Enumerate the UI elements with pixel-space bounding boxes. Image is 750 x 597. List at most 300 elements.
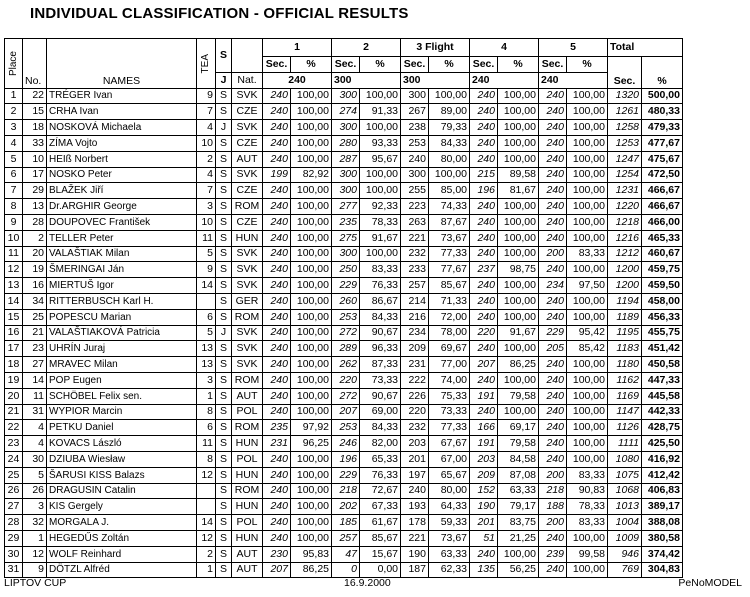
cell-total-sec: 1162	[608, 372, 642, 388]
cell-r4-pct: 100,00	[498, 404, 539, 420]
cell-r2-pct: 15,67	[360, 546, 401, 562]
cell-r4-pct: 91,67	[498, 325, 539, 341]
cell-r4-pct: 79,17	[498, 499, 539, 515]
cell-r1-pct: 100,00	[291, 341, 332, 357]
cell-r4-pct: 98,75	[498, 262, 539, 278]
cell-r1-sec: 240	[263, 357, 291, 373]
cell-nation: HUN	[232, 499, 263, 515]
table-row	[5, 546, 683, 562]
cell-r5-pct: 100,00	[567, 88, 608, 104]
cell-r5-pct: 100,00	[567, 530, 608, 546]
cell-r5-sec: 240	[539, 451, 567, 467]
cell-r4-sec: 51	[470, 530, 498, 546]
cell-place: 14	[5, 293, 23, 309]
max-2: 300	[332, 72, 401, 88]
cell-category: S	[216, 451, 232, 467]
cell-total-pct: 304,83	[642, 562, 683, 578]
cell-place: 8	[5, 199, 23, 215]
cell-r4-pct: 100,00	[498, 151, 539, 167]
cell-nation: ROM	[232, 199, 263, 215]
cell-nation: HUN	[232, 436, 263, 452]
cell-category: S	[216, 467, 232, 483]
cell-r2-pct: 82,00	[360, 436, 401, 452]
cell-r2-pct: 0,00	[360, 562, 401, 578]
cell-r2-pct: 100,00	[360, 88, 401, 104]
table-row	[5, 357, 683, 373]
cell-total-pct: 374,42	[642, 546, 683, 562]
cell-total-pct: 380,58	[642, 530, 683, 546]
cell-r3-sec: 267	[401, 104, 429, 120]
cell-total-sec: 1068	[608, 483, 642, 499]
cell-r3-pct: 80,00	[429, 483, 470, 499]
cell-r3-pct: 67,00	[429, 451, 470, 467]
cell-team: 10	[197, 214, 216, 230]
cell-team: 7	[197, 183, 216, 199]
cell-category: S	[216, 388, 232, 404]
cell-r4-sec: 240	[470, 246, 498, 262]
cell-r2-pct: 65,33	[360, 451, 401, 467]
cell-no: 11	[23, 388, 47, 404]
cell-r2-sec: 272	[332, 388, 360, 404]
cell-r1-pct: 100,00	[291, 278, 332, 294]
cell-r4-sec: 240	[470, 404, 498, 420]
cell-r5-sec: 240	[539, 562, 567, 578]
cell-no: 16	[23, 278, 47, 294]
cell-name: BLAŽEK Jiří	[47, 183, 197, 199]
cell-r4-sec: 166	[470, 420, 498, 436]
cell-r3-sec: 233	[401, 262, 429, 278]
table-row	[5, 214, 683, 230]
cell-place: 11	[5, 246, 23, 262]
cell-r1-pct: 100,00	[291, 88, 332, 104]
cell-place: 21	[5, 404, 23, 420]
cell-total-sec: 1247	[608, 151, 642, 167]
cell-r4-sec: 240	[470, 214, 498, 230]
cell-total-sec: 1004	[608, 515, 642, 531]
cell-nation: SVK	[232, 246, 263, 262]
cell-r5-pct: 100,00	[567, 167, 608, 183]
cell-r3-sec: 226	[401, 388, 429, 404]
cell-r1-pct: 100,00	[291, 104, 332, 120]
cell-r3-sec: 300	[401, 167, 429, 183]
cell-r1-sec: 240	[263, 404, 291, 420]
cell-r1-sec: 240	[263, 246, 291, 262]
cell-r1-pct: 100,00	[291, 309, 332, 325]
cell-category: S	[216, 104, 232, 120]
cell-r3-sec: 223	[401, 199, 429, 215]
cell-r1-sec: 199	[263, 167, 291, 183]
cell-r4-pct: 100,00	[498, 214, 539, 230]
cell-nation: ROM	[232, 372, 263, 388]
table-row	[5, 483, 683, 499]
table-row	[5, 135, 683, 151]
cell-r1-sec: 240	[263, 372, 291, 388]
cell-nation: SVK	[232, 262, 263, 278]
cell-r2-pct: 61,67	[360, 515, 401, 531]
cell-r1-pct: 82,92	[291, 167, 332, 183]
table-row	[5, 167, 683, 183]
cell-total-sec: 1147	[608, 404, 642, 420]
cell-r1-pct: 96,25	[291, 436, 332, 452]
cell-place: 28	[5, 515, 23, 531]
cell-r3-sec: 257	[401, 278, 429, 294]
cell-total-pct: 406,83	[642, 483, 683, 499]
cell-r4-sec: 240	[470, 309, 498, 325]
cell-total-sec: 1261	[608, 104, 642, 120]
cell-total-pct: 442,33	[642, 404, 683, 420]
cell-r1-sec: 240	[263, 341, 291, 357]
cell-r2-pct: 73,33	[360, 372, 401, 388]
cell-no: 34	[23, 293, 47, 309]
cell-r5-sec: 239	[539, 546, 567, 562]
table-row	[5, 262, 683, 278]
table-row	[5, 467, 683, 483]
cell-team: 10	[197, 135, 216, 151]
cell-r4-sec: 196	[470, 183, 498, 199]
cell-place: 15	[5, 309, 23, 325]
cell-r4-sec: 203	[470, 451, 498, 467]
cell-total-sec: 769	[608, 562, 642, 578]
cell-no: 33	[23, 135, 47, 151]
cell-nation: HUN	[232, 467, 263, 483]
cell-r2-pct: 90,67	[360, 325, 401, 341]
cell-r1-pct: 100,00	[291, 120, 332, 136]
cell-place: 13	[5, 278, 23, 294]
cell-name: HEGEDŰS Zoltán	[47, 530, 197, 546]
cell-r1-pct: 100,00	[291, 357, 332, 373]
cell-r3-pct: 78,00	[429, 325, 470, 341]
cell-category: S	[216, 515, 232, 531]
cell-r3-pct: 69,67	[429, 341, 470, 357]
round4-header: 4	[470, 39, 539, 57]
cell-r5-sec: 218	[539, 483, 567, 499]
cell-category: S	[216, 483, 232, 499]
cell-no: 9	[23, 562, 47, 578]
cell-category: S	[216, 420, 232, 436]
cell-r3-sec: 238	[401, 120, 429, 136]
cell-total-pct: 475,67	[642, 151, 683, 167]
cell-place: 24	[5, 451, 23, 467]
cell-category: S	[216, 293, 232, 309]
cell-total-sec: 1253	[608, 135, 642, 151]
cell-nation: POL	[232, 451, 263, 467]
cell-name: VALAŠTIAK Milan	[47, 246, 197, 262]
cell-category: S	[216, 135, 232, 151]
cell-r5-pct: 83,33	[567, 515, 608, 531]
cell-r5-pct: 100,00	[567, 120, 608, 136]
cell-name: DÖTZL Alfréd	[47, 562, 197, 578]
cell-category: S	[216, 357, 232, 373]
cell-r2-pct: 91,67	[360, 230, 401, 246]
cell-r3-pct: 64,33	[429, 499, 470, 515]
cell-r3-sec: 263	[401, 214, 429, 230]
cell-r4-pct: 100,00	[498, 546, 539, 562]
cell-r5-pct: 78,33	[567, 499, 608, 515]
cell-r5-sec: 240	[539, 436, 567, 452]
cell-team: 11	[197, 230, 216, 246]
cell-r1-sec: 240	[263, 499, 291, 515]
cell-r1-pct: 100,00	[291, 135, 332, 151]
cell-r1-sec: 240	[263, 483, 291, 499]
cell-r3-pct: 85,00	[429, 183, 470, 199]
cell-nation: AUT	[232, 546, 263, 562]
cell-r1-sec: 240	[263, 135, 291, 151]
table-row	[5, 341, 683, 357]
table-row	[5, 451, 683, 467]
cell-r3-sec: 232	[401, 420, 429, 436]
cell-no: 4	[23, 420, 47, 436]
cell-r2-pct: 87,33	[360, 357, 401, 373]
cell-no: 29	[23, 183, 47, 199]
cell-r2-sec: 0	[332, 562, 360, 578]
cell-r5-pct: 100,00	[567, 262, 608, 278]
cell-r2-pct: 96,33	[360, 341, 401, 357]
cell-place: 5	[5, 151, 23, 167]
cell-r2-pct: 100,00	[360, 167, 401, 183]
cell-category: S	[216, 530, 232, 546]
cell-r3-pct: 74,00	[429, 372, 470, 388]
cell-total-pct: 460,67	[642, 246, 683, 262]
cell-r2-sec: 275	[332, 230, 360, 246]
cell-r1-sec: 240	[263, 325, 291, 341]
cell-r4-pct: 100,00	[498, 246, 539, 262]
cell-r5-sec: 200	[539, 467, 567, 483]
cell-no: 3	[23, 499, 47, 515]
cell-no: 15	[23, 104, 47, 120]
cell-total-sec: 1258	[608, 120, 642, 136]
cell-r1-pct: 100,00	[291, 372, 332, 388]
cell-r3-sec: 201	[401, 451, 429, 467]
cell-r2-sec: 277	[332, 199, 360, 215]
cell-r3-pct: 72,00	[429, 309, 470, 325]
cell-team: 6	[197, 420, 216, 436]
cell-r3-sec: 234	[401, 325, 429, 341]
table-row	[5, 230, 683, 246]
round5-header: 5	[539, 39, 608, 57]
cell-r3-pct: 73,67	[429, 530, 470, 546]
cell-r2-sec: 260	[332, 293, 360, 309]
cell-r1-sec: 240	[263, 293, 291, 309]
cell-total-pct: 472,50	[642, 167, 683, 183]
cell-total-sec: 1080	[608, 451, 642, 467]
cell-total-sec: 1220	[608, 199, 642, 215]
cell-r3-sec: 209	[401, 341, 429, 357]
sec-header-3: Sec.	[401, 57, 429, 73]
cell-r5-pct: 90,83	[567, 483, 608, 499]
cell-total-sec: 1218	[608, 214, 642, 230]
cell-total-sec: 1200	[608, 278, 642, 294]
cell-name: NOSKOVÁ Michaela	[47, 120, 197, 136]
cell-total-sec: 1195	[608, 325, 642, 341]
cell-r4-sec: 215	[470, 167, 498, 183]
cell-r4-sec: 220	[470, 325, 498, 341]
cell-r5-sec: 240	[539, 530, 567, 546]
cell-r1-pct: 97,92	[291, 420, 332, 436]
cell-total-pct: 480,33	[642, 104, 683, 120]
header-row-1	[5, 39, 683, 57]
cell-category: S	[216, 436, 232, 452]
cell-r3-pct: 77,33	[429, 420, 470, 436]
cell-r5-sec: 240	[539, 372, 567, 388]
cell-team: 8	[197, 451, 216, 467]
cell-r5-sec: 200	[539, 246, 567, 262]
cell-nation: SVK	[232, 167, 263, 183]
cell-r3-pct: 75,33	[429, 388, 470, 404]
cell-total-sec: 1189	[608, 309, 642, 325]
cell-r4-pct: 100,00	[498, 230, 539, 246]
cell-r4-pct: 63,33	[498, 483, 539, 499]
cell-r1-pct: 100,00	[291, 483, 332, 499]
cell-nation: AUT	[232, 151, 263, 167]
cell-r3-sec: 300	[401, 88, 429, 104]
cell-r2-sec: 218	[332, 483, 360, 499]
max-5: 240	[539, 72, 608, 88]
cell-r2-pct: 85,67	[360, 530, 401, 546]
table-row	[5, 530, 683, 546]
sec-header-2: Sec.	[332, 57, 360, 73]
table-row	[5, 436, 683, 452]
cell-r1-sec: 240	[263, 309, 291, 325]
cell-r3-pct: 62,33	[429, 562, 470, 578]
table-row	[5, 199, 683, 215]
cell-name: CRHA Ivan	[47, 104, 197, 120]
cell-r3-pct: 89,00	[429, 104, 470, 120]
cell-category: S	[216, 88, 232, 104]
cell-r2-pct: 92,33	[360, 199, 401, 215]
cell-total-pct: 477,67	[642, 135, 683, 151]
cell-total-sec: 1216	[608, 230, 642, 246]
cell-r2-sec: 207	[332, 404, 360, 420]
cell-r3-pct: 73,67	[429, 230, 470, 246]
cell-r4-pct: 69,17	[498, 420, 539, 436]
cell-r3-pct: 87,67	[429, 214, 470, 230]
cell-name: NOSKO Peter	[47, 167, 197, 183]
cell-r2-sec: 300	[332, 120, 360, 136]
cell-r4-pct: 21,25	[498, 530, 539, 546]
cell-r3-pct: 73,33	[429, 404, 470, 420]
cell-r4-sec: 240	[470, 230, 498, 246]
cell-r3-pct: 77,33	[429, 246, 470, 262]
cell-place: 6	[5, 167, 23, 183]
cell-r2-pct: 90,67	[360, 388, 401, 404]
cell-total-pct: 459,50	[642, 278, 683, 294]
cell-nation: CZE	[232, 214, 263, 230]
cell-no: 25	[23, 309, 47, 325]
round3-header: 3 Flight	[401, 39, 470, 57]
cell-name: Dr.ARGHIR George	[47, 199, 197, 215]
cell-team: 4	[197, 120, 216, 136]
cell-category: S	[216, 562, 232, 578]
cell-name: WYPIOR Marcin	[47, 404, 197, 420]
table-row	[5, 120, 683, 136]
cell-r4-pct: 100,00	[498, 341, 539, 357]
cell-r5-sec: 240	[539, 183, 567, 199]
cell-r5-pct: 99,58	[567, 546, 608, 562]
cell-r3-sec: 240	[401, 151, 429, 167]
cell-place: 16	[5, 325, 23, 341]
cell-r2-sec: 235	[332, 214, 360, 230]
cell-r3-sec: 203	[401, 436, 429, 452]
cell-name: MRAVEC Milan	[47, 357, 197, 373]
cell-r5-sec: 240	[539, 88, 567, 104]
cell-no: 18	[23, 120, 47, 136]
cell-total-pct: 447,33	[642, 372, 683, 388]
cell-total-pct: 466,00	[642, 214, 683, 230]
cell-r1-sec: 207	[263, 562, 291, 578]
cell-total-pct: 465,33	[642, 230, 683, 246]
table-row	[5, 325, 683, 341]
cell-total-sec: 1013	[608, 499, 642, 515]
total-header: Total	[608, 39, 683, 57]
cell-total-sec: 1194	[608, 293, 642, 309]
cell-team: 4	[197, 167, 216, 183]
no-header: No.	[23, 39, 47, 89]
cell-nation: SVK	[232, 325, 263, 341]
cell-team: 13	[197, 341, 216, 357]
cell-r5-sec: 240	[539, 151, 567, 167]
cell-r2-pct: 72,67	[360, 483, 401, 499]
cell-team	[197, 293, 216, 309]
cell-r4-pct: 89,58	[498, 167, 539, 183]
cell-r3-sec: 221	[401, 530, 429, 546]
cell-r1-sec: 240	[263, 262, 291, 278]
cell-r1-sec: 240	[263, 230, 291, 246]
cell-r3-pct: 65,67	[429, 467, 470, 483]
cell-r1-pct: 95,83	[291, 546, 332, 562]
cell-no: 27	[23, 357, 47, 373]
cell-name: MORGALA J.	[47, 515, 197, 531]
cell-r5-pct: 100,00	[567, 372, 608, 388]
team-header: TEA	[197, 39, 216, 89]
cell-r5-pct: 100,00	[567, 293, 608, 309]
cell-name: HEIß Norbert	[47, 151, 197, 167]
cell-r2-pct: 76,33	[360, 278, 401, 294]
footer-organizer: PeNoMODEL	[678, 577, 742, 589]
cell-category: S	[216, 546, 232, 562]
cell-r4-sec: 240	[470, 199, 498, 215]
cell-r5-pct: 100,00	[567, 135, 608, 151]
cell-r2-sec: 185	[332, 515, 360, 531]
cell-name: SCHÖBEL Felix sen.	[47, 388, 197, 404]
cell-r5-sec: 205	[539, 341, 567, 357]
table-row	[5, 515, 683, 531]
cell-r1-pct: 100,00	[291, 230, 332, 246]
cell-r3-sec: 222	[401, 372, 429, 388]
cell-place: 31	[5, 562, 23, 578]
cell-name: ZÍMA Vojto	[47, 135, 197, 151]
cell-r1-sec: 240	[263, 104, 291, 120]
cell-r4-sec: 191	[470, 388, 498, 404]
max-1: 240	[263, 72, 332, 88]
table-row	[5, 309, 683, 325]
cell-r5-pct: 83,33	[567, 467, 608, 483]
cell-r2-pct: 93,33	[360, 135, 401, 151]
cell-category: S	[216, 309, 232, 325]
cell-nation: GER	[232, 293, 263, 309]
cell-name: DRAGUSIN Catalin	[47, 483, 197, 499]
nat-spacer	[232, 39, 263, 73]
cell-r4-sec: 240	[470, 88, 498, 104]
cell-r4-pct: 56,25	[498, 562, 539, 578]
cell-r4-sec: 190	[470, 499, 498, 515]
cell-r5-sec: 234	[539, 278, 567, 294]
cell-r3-pct: 100,00	[429, 167, 470, 183]
cell-team: 14	[197, 515, 216, 531]
cell-r2-sec: 300	[332, 167, 360, 183]
cell-team	[197, 483, 216, 499]
table-row	[5, 246, 683, 262]
cell-total-pct: 388,08	[642, 515, 683, 531]
